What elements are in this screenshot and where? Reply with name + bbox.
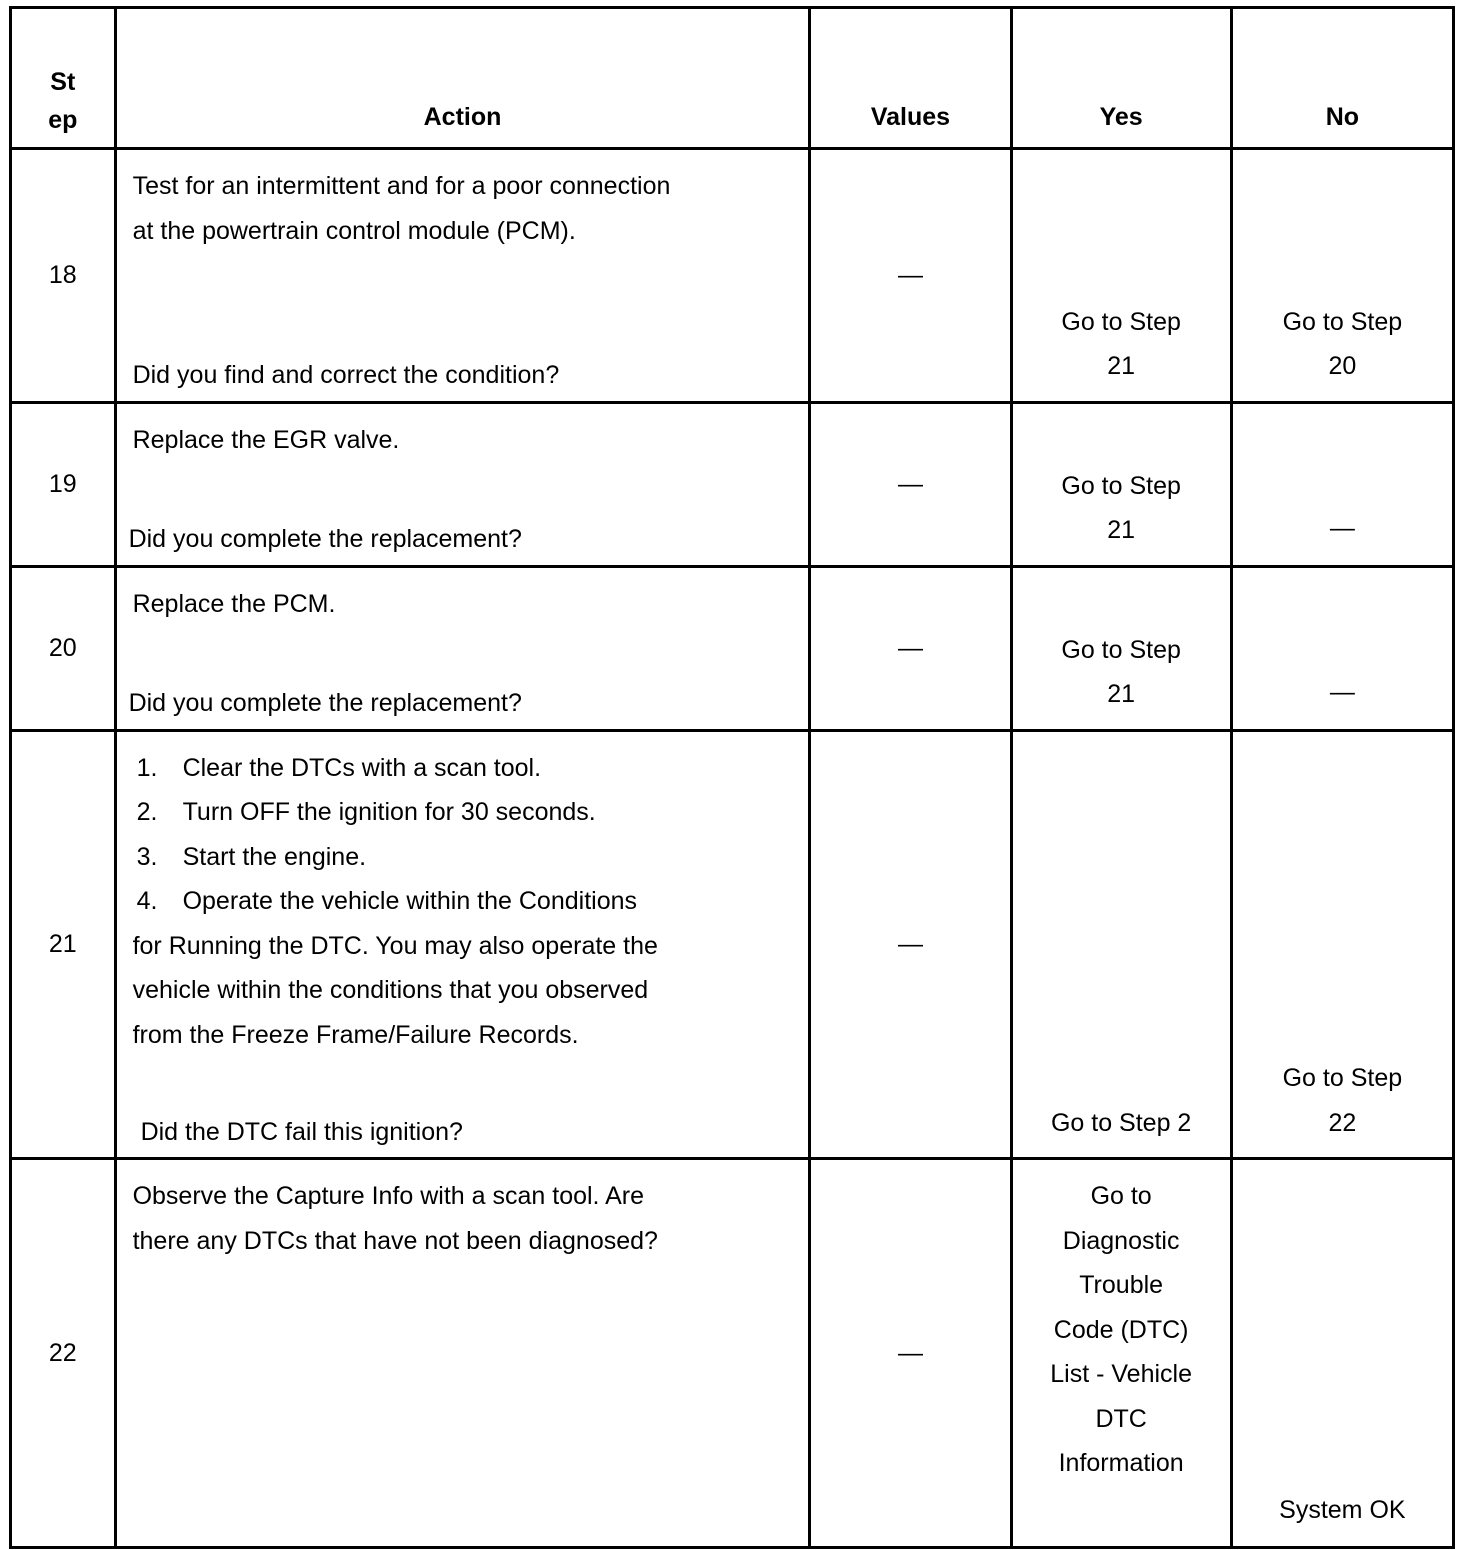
yes-cell <box>1011 730 1231 1159</box>
table-header-row <box>11 8 1454 149</box>
values-cell: — <box>810 402 1011 566</box>
no-cell <box>1231 1159 1453 1548</box>
no-cell <box>1231 566 1453 730</box>
no-line: 20 <box>1328 352 1357 380</box>
values-cell: — <box>810 149 1011 402</box>
action-line: at the powertrain control module (PCM). <box>132 216 576 245</box>
step-number: 19 <box>11 402 116 566</box>
no-cell <box>1231 730 1453 1159</box>
no-line: Go to Step <box>1282 1064 1403 1093</box>
yes-cell <box>1011 566 1231 730</box>
action-cell <box>115 730 810 1159</box>
action-question: Did you find and correct the condition? <box>132 361 560 389</box>
no-cell <box>1231 149 1453 402</box>
table-row-step-21 <box>11 730 1454 1159</box>
yes-line: 21 <box>1107 680 1136 709</box>
values-cell: — <box>810 730 1011 1159</box>
table-row-step-22 <box>11 1159 1454 1548</box>
yes-line: Information <box>1058 1449 1184 1478</box>
action-line: there any DTCs that have not been diagnosed? <box>132 1226 658 1255</box>
no-value: — <box>1329 514 1355 543</box>
yes-line: Diagnostic <box>1062 1226 1180 1255</box>
yes-cell <box>1011 402 1231 566</box>
no-value: — <box>1329 678 1355 707</box>
diagnostic-table-page <box>9 6 1455 1549</box>
action-cell <box>115 566 810 730</box>
no-cell <box>1231 402 1453 566</box>
table-row-step-20 <box>11 566 1454 730</box>
action-line: for Running the DTC. You may also operate the <box>132 931 658 960</box>
action-question: Did you complete the replacement? <box>128 689 522 718</box>
numbered-steps <box>133 746 799 924</box>
action-line: from the Freeze Frame/Failure Records. <box>132 1020 579 1049</box>
values-cell: — <box>810 566 1011 730</box>
no-value: System OK <box>1279 1495 1406 1524</box>
values-cell: — <box>810 1159 1011 1548</box>
numbered-step: 1. Clear the DTCs with a scan tool. <box>136 753 542 782</box>
yes-line: Trouble <box>1079 1271 1164 1300</box>
yes-cell <box>1011 149 1231 402</box>
header-values: Values <box>810 8 1011 149</box>
table-row-step-18 <box>11 149 1454 402</box>
numbered-step: 3. Start the engine. <box>136 842 367 871</box>
action-line: vehicle within the conditions that you observed <box>132 976 649 1005</box>
action-question: Did you complete the replacement? <box>128 525 522 554</box>
step-number: 22 <box>11 1159 116 1548</box>
yes-value: Go to Step 2 <box>1050 1108 1192 1137</box>
yes-line: DTC <box>1095 1404 1147 1433</box>
header-action: Action <box>115 8 810 149</box>
yes-line: Go to <box>1090 1182 1152 1211</box>
numbered-step: 2. Turn OFF the ignition for 30 seconds. <box>136 798 596 827</box>
header-step: St ep <box>11 8 116 149</box>
step-number: 21 <box>11 730 116 1159</box>
action-question: Did the DTC fail this ignition? <box>140 1117 463 1146</box>
yes-line: List - Vehicle <box>1050 1360 1193 1389</box>
yes-line: 21 <box>1107 516 1136 545</box>
step-number: 20 <box>11 566 116 730</box>
action-cell <box>115 402 810 566</box>
table-row-step-19 <box>11 402 1454 566</box>
step-number: 18 <box>11 149 116 402</box>
action-line: Observe the Capture Info with a scan tool. Are <box>132 1182 644 1211</box>
diagnostic-steps-table <box>9 6 1455 1549</box>
action-cell <box>115 1159 810 1548</box>
yes-line: Go to Step <box>1061 471 1181 500</box>
header-no: No <box>1231 8 1453 149</box>
action-line: Replace the EGR valve. <box>132 425 400 454</box>
action-line: Replace the PCM. <box>132 589 336 618</box>
yes-cell <box>1011 1159 1231 1548</box>
action-cell <box>115 149 810 402</box>
numbered-step: 4. Operate the vehicle within the Conditions <box>136 887 638 916</box>
yes-line: Code (DTC) <box>1053 1315 1189 1344</box>
header-yes: Yes <box>1011 8 1231 149</box>
no-line: Go to Step <box>1282 307 1403 336</box>
no-line: 22 <box>1328 1108 1357 1137</box>
action-line: Test for an intermittent and for a poor connection <box>132 172 671 201</box>
yes-line: 21 <box>1107 352 1136 380</box>
yes-line: Go to Step <box>1061 635 1181 664</box>
yes-line: Go to Step <box>1061 307 1181 336</box>
